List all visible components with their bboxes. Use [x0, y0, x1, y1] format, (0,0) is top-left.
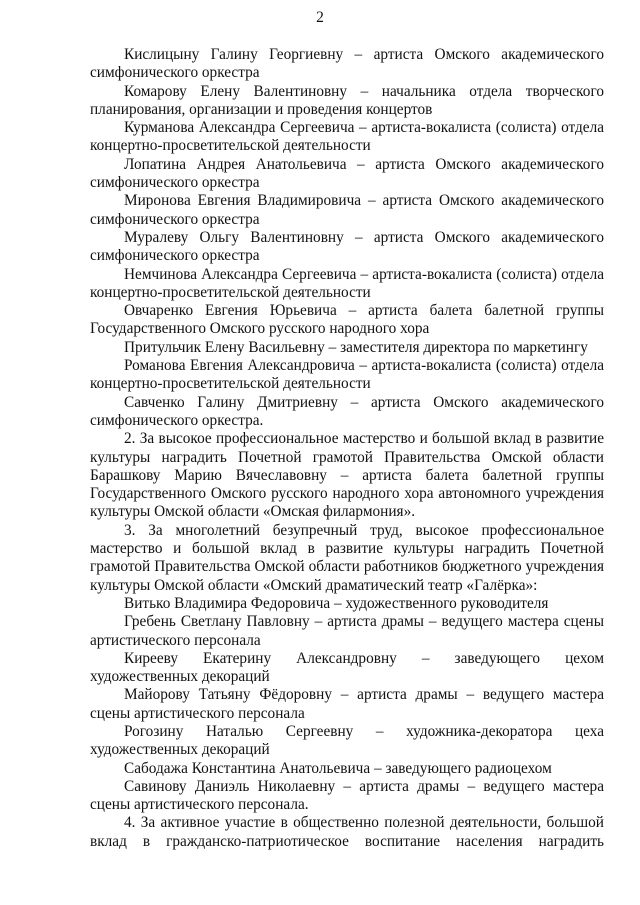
paragraph-romanov: Романова Евгения Александровича – артиста-вокалиста (солиста) отдела концертно-просветительской деятельности — [90, 357, 604, 393]
paragraph-section-3: 3. За многолетний безупречный труд, высокое профессиональное мастерство и большой вклад в развитие культуры наградить Почетной грамотой Правительства Омской области работников бюджетного учреждения культуры Омской области «Омский драматический театр «Галёрка»: — [90, 521, 604, 594]
paragraph-nemchinov: Немчинова Александра Сергеевича – артиста-вокалиста (солиста) отдела концертно-просветительской деятельности — [90, 265, 604, 301]
paragraph-savinova: Савинову Даниэль Николаевну – артиста драмы – ведущего мастера сцены артистического персонала. — [90, 777, 604, 814]
paragraph-section-2: 2. За высокое профессиональное мастерство и большой вклад в развитие культуры наградить Почетной грамотой Правительства Омской области Барашкову Марию Вячеславовну – артиста балета балетной группы Государственного Омского русского народного хора автономного учреждения культуры Омской области «Омская филармония». — [90, 430, 604, 521]
paragraph-kireeva: Кирееву Екатерину Александровну – заведующего цехом художественных декораций — [90, 649, 604, 686]
paragraph-mayorova: Майорову Татьяну Фёдоровну – артиста драмы – ведущего мастера сцены артистического персонала — [90, 686, 604, 722]
paragraph-lopatin: Лопатина Андрея Анатольевича – артиста Омского академического симфонического оркестра — [90, 155, 604, 192]
paragraph-muraleva: Муралеву Ольгу Валентиновну – артиста Омского академического симфонического оркестра — [90, 228, 604, 265]
paragraph-kurmanov: Курманова Александра Сергеевича – артиста-вокалиста (солиста) отдела концертно-просветительской деятельности — [90, 119, 604, 155]
paragraph-savchenko: Савченко Галину Дмитриевну – артиста Омского академического симфонического оркестра. — [90, 393, 604, 429]
paragraph-vitko: Витько Владимира Федоровича – художественного руководителя — [124, 594, 549, 612]
paragraph-section-4: 4. За активное участие в общественно полезной деятельности, большой вклад в гражданско-патриотическое воспитание населения наградить — [90, 814, 604, 850]
paragraph-kislitsyna: Кислицыну Галину Георгиевну – артиста Омского академического симфонического оркестра — [90, 46, 604, 82]
paragraph-ovcharenko: Овчаренко Евгения Юрьевича – артиста балета балетной группы Государственного Омского русского народного хора — [90, 302, 604, 338]
paragraph-rogozina: Рогозину Наталью Сергеевну – художника-декоратора цеха художественных декораций — [90, 722, 604, 759]
paragraph-greben: Гребень Светлану Павловну – артиста драмы – ведущего мастера сцены артистического персонала — [90, 613, 604, 649]
document-body — [90, 46, 604, 851]
page-number: 2 — [316, 9, 324, 26]
paragraph-pritulchik: Притульчик Елену Васильевну – заместителя директора по маркетингу — [124, 338, 588, 356]
paragraph-komarova: Комарову Елену Валентиновну – начальника отдела творческого планирования, организации и проведения концертов — [90, 82, 604, 118]
paragraph-sabodazh: Сабодажа Константина Анатольевича – заведующего радиоцехом — [124, 759, 552, 777]
paragraph-mironov: Миронова Евгения Владимировича – артиста Омского академического симфонического оркестра — [90, 192, 604, 228]
